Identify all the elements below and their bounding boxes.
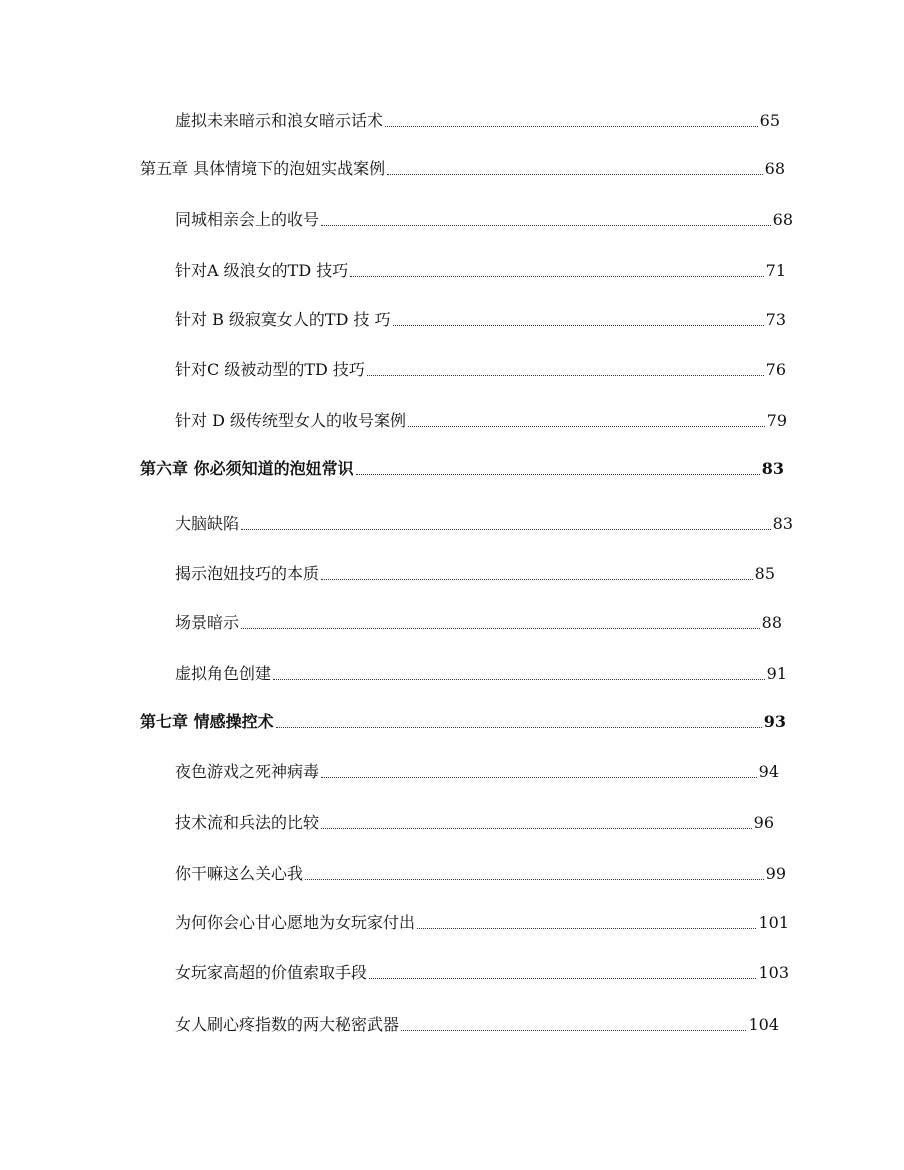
toc-entry-page: 85 (754, 564, 775, 583)
dot-leader (276, 727, 762, 728)
dot-leader (385, 126, 758, 127)
toc-entry-title: 夜色游戏之死神病毒 (175, 762, 320, 781)
dot-leader (321, 225, 771, 226)
toc-entry-title: 你干嘛这么关心我 (175, 864, 304, 883)
toc-entry (175, 864, 786, 884)
toc-entry-page: 96 (753, 813, 774, 832)
toc-entry-title: 为何你会心甘心愿地为女玩家付出 (175, 913, 416, 932)
dot-leader (305, 879, 764, 880)
toc-entry (175, 913, 789, 933)
toc-entry-title: 女人刷心疼指数的两大秘密武器 (175, 1015, 400, 1034)
toc-entry-page: 91 (766, 664, 787, 683)
toc-entry (175, 813, 774, 833)
toc-entry (175, 564, 775, 584)
toc-entry-page: 71 (765, 261, 786, 280)
toc-chapter-title: 第五章 具体情境下的泡妞实战案例 (140, 159, 386, 178)
toc-entry-page: 76 (765, 360, 786, 379)
toc-entry-title: 虚拟角色创建 (175, 664, 272, 683)
toc-entry (175, 310, 786, 330)
toc-chapter-title: 第七章 情感操控术 (140, 712, 274, 731)
dot-leader (321, 828, 752, 829)
dot-leader (367, 375, 764, 376)
toc-entry-page: 73 (765, 310, 786, 329)
dot-leader (241, 529, 771, 530)
dot-leader (387, 174, 763, 175)
toc-entry (175, 360, 786, 380)
toc-entry-title: 同城相亲会上的收号 (175, 210, 320, 229)
toc-entry-page: 104 (748, 1015, 779, 1034)
toc-entry-page: 99 (765, 864, 786, 883)
toc-entry-title: 针对 B 级寂寞女人的TD 技 巧 (175, 310, 391, 329)
toc-chapter-page: 93 (763, 712, 786, 731)
toc-chapter (140, 159, 785, 179)
toc-entry-title: 女玩家高超的价值索取手段 (175, 963, 368, 982)
toc-entry (175, 261, 786, 281)
dot-leader (401, 1030, 746, 1031)
dot-leader (241, 628, 760, 629)
toc-entry (175, 613, 782, 633)
dot-leader (273, 679, 765, 680)
dot-leader (417, 928, 756, 929)
toc-entry (175, 411, 787, 431)
toc-entry-title: 技术流和兵法的比较 (175, 813, 320, 832)
toc-entry-page: 68 (772, 210, 793, 229)
toc-entry-page: 79 (766, 411, 787, 430)
toc-entry-page: 88 (761, 613, 782, 632)
toc-entry-title: 揭示泡妞技巧的本质 (175, 564, 320, 583)
toc-entry-title: 虚拟未来暗示和浪女暗示话术 (175, 111, 384, 130)
toc-chapter-page: 68 (764, 159, 785, 178)
toc-entry (175, 210, 793, 230)
toc-entry-title: 针对 D 级传统型女人的收号案例 (175, 411, 407, 430)
toc-entry-title: 针对C 级被动型的TD 技巧 (175, 360, 365, 379)
toc-chapter-page: 83 (761, 459, 784, 478)
toc-entry-title: 场景暗示 (175, 613, 240, 632)
toc-entry-page: 103 (758, 963, 789, 982)
toc-entry-page: 101 (758, 913, 789, 932)
toc-entry (175, 111, 780, 131)
dot-leader (321, 579, 753, 580)
toc-entry (175, 762, 779, 782)
toc-chapter-title: 第六章 你必须知道的泡妞常识 (140, 459, 354, 478)
dot-leader (393, 325, 764, 326)
toc-entry-title: 大脑缺陷 (175, 514, 240, 533)
toc-chapter (140, 459, 784, 479)
toc-entry-title: 针对A 级浪女的TD 技巧 (175, 261, 349, 280)
toc-chapter (140, 712, 786, 732)
toc-entry (175, 963, 789, 983)
toc-entry (175, 664, 787, 684)
dot-leader (350, 276, 763, 277)
dot-leader (408, 426, 765, 427)
dot-leader (369, 978, 756, 979)
toc-entry (175, 514, 793, 534)
toc-entry-page: 94 (758, 762, 779, 781)
dot-leader (356, 474, 760, 475)
toc-entry-page: 65 (759, 111, 780, 130)
toc-entry-page: 83 (772, 514, 793, 533)
toc-entry (175, 1015, 779, 1035)
dot-leader (321, 777, 757, 778)
